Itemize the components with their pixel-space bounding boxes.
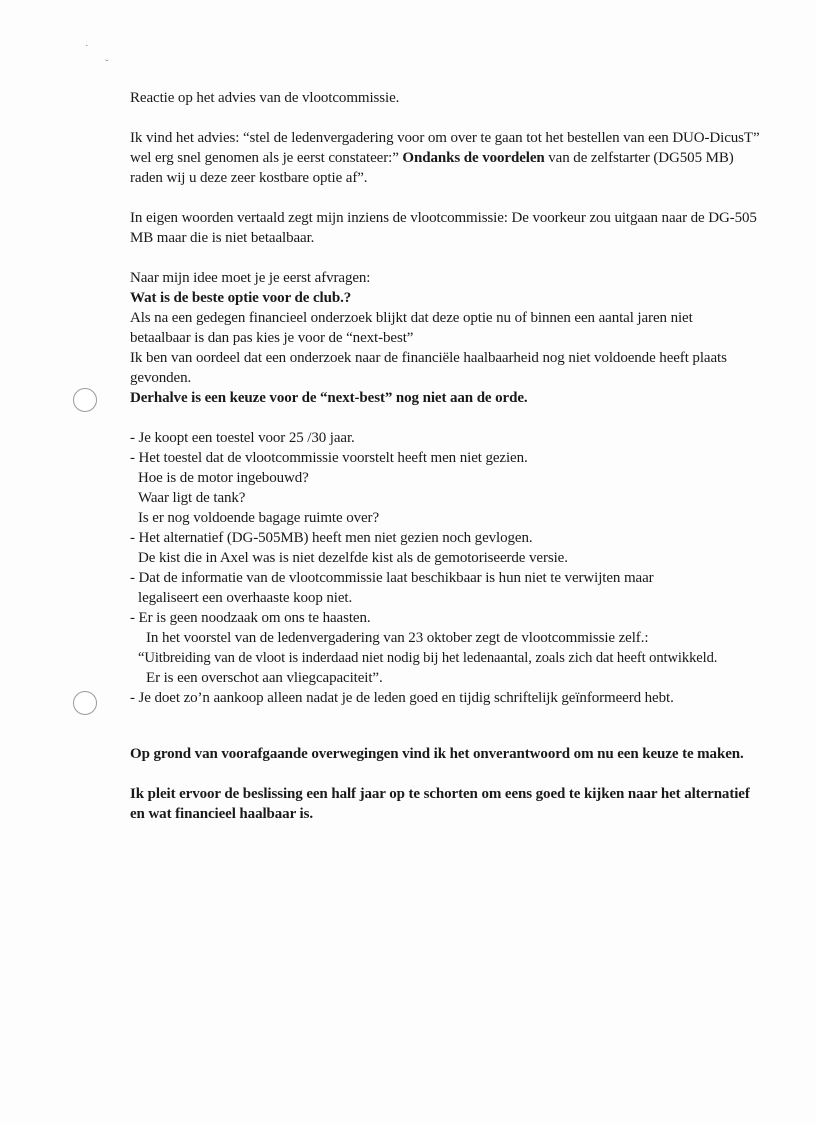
paragraph-advice-bold: Ondanks de voordelen [402,150,545,166]
bullet-item: - Je koopt een toestel voor 25 /30 jaar. [130,430,355,446]
paragraph-question: Wat is de beste optie voor de club.? [130,290,352,306]
paragraph-advice-text: Ik vind het advies: “stel de ledenvergadering voor om over te gaan tot het bestellen van een DUO-DicusT” wel erg snel genomen als je eerst constateer:” [130,130,760,166]
scan-speck: · [85,40,89,52]
letter-title: Reactie op het advies van de vlootcommissie. [130,90,400,106]
bullet-item: - Het alternatief (DG-505MB) heeft men niet gezien noch gevlogen. [130,530,533,546]
bullet-subitem: Is er nog voldoende bagage ruimte over? [138,510,380,526]
paragraph-advice-rest: van de zelfstarter (DG505 MB) raden wij u deze zeer kostbare optie af”. [130,150,734,186]
bullet-subitem: Waar ligt de tank? [138,490,246,506]
bullet-item: - Er is geen noodzaak om ons te haasten. [130,610,371,626]
bullet-item: - Het toestel dat de vlootcommissie voorstelt heeft men niet gezien. [130,450,528,466]
paragraph-line1: Als na een gedegen financieel onderzoek blijkt dat deze optie nu of binnen een aantal jaren niet betaalbaar is dan pas kies je voor de “next-best” [130,310,693,346]
closing-paragraph-1: Op grond van voorafgaande overwegingen vind ik het onverantwoord om nu een keuze te maken. [130,746,744,762]
bullet-subitem: legaliseert een overhaaste koop niet. [138,590,353,606]
paragraph-conclusion: Derhalve is een keuze voor de “next-best” nog niet aan de orde. [130,390,528,406]
bullet-quote: Er is een overschot aan vliegcapaciteit”. [146,670,383,686]
paragraph-intro: Naar mijn idee moet je je eerst afvragen: [130,270,371,286]
bullet-item: - Dat de informatie van de vlootcommissie laat beschikbaar is hun niet te verwijten maar [130,570,654,586]
paragraph-advice [130,128,770,188]
bullet-subitem: Hoe is de motor ingebouwd? [138,470,309,486]
bullet-item: - Je doet zo’n aankoop alleen nadat je de leden goed en tijdig schriftelijk geïnformeerd hebt. [130,690,674,706]
scan-speck: ˇ [105,58,109,70]
bullet-subitem: In het voorstel van de ledenvergadering van 23 oktober zegt de vlootcommissie zelf.: [146,630,649,646]
bullet-subitem: De kist die in Axel was is niet dezelfde kist als de gemotoriseerde versie. [138,550,568,566]
punch-hole-bottom [73,691,97,715]
punch-hole-top [73,388,97,412]
closing-paragraph-2: Ik pleit ervoor de beslissing een half jaar op te schorten om eens goed te kijken naar het alternatief en wat financieel haalbaar is. [130,786,750,822]
paragraph-interpretation: In eigen woorden vertaald zegt mijn inziens de vlootcommissie: De voorkeur zou uitgaan naar de DG-505 MB maar die is niet betaalbaar. [130,210,757,246]
letter-body [130,88,780,824]
bullet-quote: “Uitbreiding van de vloot is inderdaad niet nodig bij het ledenaantal, zoals zich dat heeft ontwikkeld. [138,650,718,666]
paragraph-line2: Ik ben van oordeel dat een onderzoek naar de financiële haalbaarheid nog niet voldoende heeft plaats gevonden. [130,350,727,386]
